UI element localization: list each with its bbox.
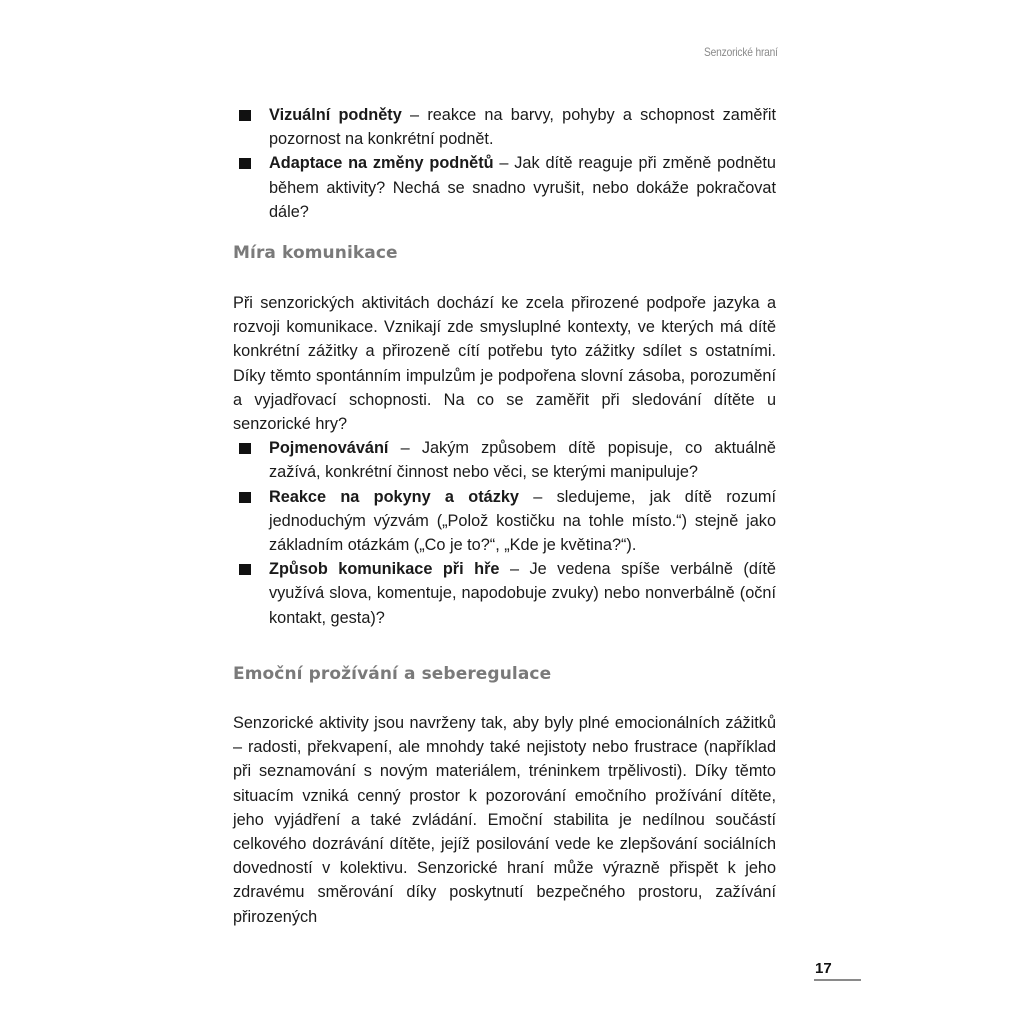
page-number: 17 bbox=[815, 960, 832, 977]
section-heading: Emoční prožívání a seberegulace bbox=[233, 664, 552, 684]
square-bullet-icon bbox=[239, 158, 251, 169]
page-number-rule bbox=[814, 979, 861, 981]
section-body bbox=[233, 711, 776, 929]
body-paragraph: Senzorické aktivity jsou navrženy tak, aby byly plné emocionálních zážitků – radosti, překvapení, ale mnohdy také nejistoty nebo frustrace (například při seznamování s novým materiálem, tréninkem trpělivosti). Díky těmto situacím vzniká cenný prostor k pozorování emočního prožívání dítěte, jeho vyjádření a také zvládání. Emoční stabilita je nedílnou součástí celkového dozrávání dítěte, jejíž posilování vede ke zlepšování sociálních dovedností v kolektivu. Senzorické hraní může výrazně přispět k jeho zdravému směrování díky poskytnutí bezpečného prostoru, zažívání přirozených bbox=[233, 714, 776, 926]
body-paragraph: Při senzorických aktivitách dochází ke zcela přirozené podpoře jazyka a rozvoji komunikace. Vznikají zde smysluplné kontexty, ve kterých má dítě konkrétní zážitky a přirozeně cítí potřebu tyto zážitky sdílet s ostatními. Díky těmto spontánním impulzům je podpořena slovní zásoba, porozumění a vyjadřovací schopnosti. Na co se zaměřit při sledování dítěte u senzorické hry? bbox=[233, 294, 776, 434]
list-item-term: Reakce na pokyny a otázky bbox=[269, 487, 519, 506]
list-item-text: – Je vedena spíše verbálně (dítě využívá slova, komentuje, napodobuje zvuky) nebo nonverbálně (oční kontakt, gesta)? bbox=[269, 560, 776, 627]
intro-list-block bbox=[233, 103, 776, 224]
section-body bbox=[233, 291, 776, 630]
square-bullet-icon bbox=[239, 443, 251, 454]
list-item bbox=[233, 103, 776, 151]
list-item bbox=[233, 151, 776, 224]
bullet-list bbox=[233, 436, 776, 630]
list-item-text: – Jak dítě reaguje při změně podnětu během aktivity? Nechá se snadno vyrušit, nebo dokáže pokračovat dále? bbox=[269, 154, 776, 221]
list-item-term: Vizuální podněty bbox=[269, 106, 402, 124]
list-item-text: – reakce na barvy, pohyby a schopnost zaměřit pozornost na konkrétní podnět. bbox=[269, 106, 777, 149]
list-item-text: – Jakým způsobem dítě popisuje, co aktuálně zažívá, konkrétní činnost nebo věci, se kterými manipuluje? bbox=[269, 439, 776, 482]
list-item-term: Adaptace na změny podnětů bbox=[269, 154, 494, 173]
list-item bbox=[233, 557, 776, 630]
running-header: Senzorické hraní bbox=[704, 45, 778, 59]
square-bullet-icon bbox=[239, 110, 251, 121]
list-item-term: Způsob komunikace při hře bbox=[269, 560, 500, 579]
list-item bbox=[233, 485, 776, 558]
list-item-text: – sledujeme, jak dítě rozumí jednoduchým výzvám („Polož kostičku na tohle místo.“) stejně jako základním otázkám („Co je to?“, „Kde je květina?“). bbox=[269, 487, 776, 555]
square-bullet-icon bbox=[239, 564, 251, 575]
bullet-list bbox=[233, 103, 776, 224]
list-item bbox=[233, 436, 776, 484]
square-bullet-icon bbox=[239, 492, 251, 503]
list-item-term: Pojmenovávání bbox=[269, 439, 389, 458]
section-heading: Míra komunikace bbox=[233, 243, 398, 263]
